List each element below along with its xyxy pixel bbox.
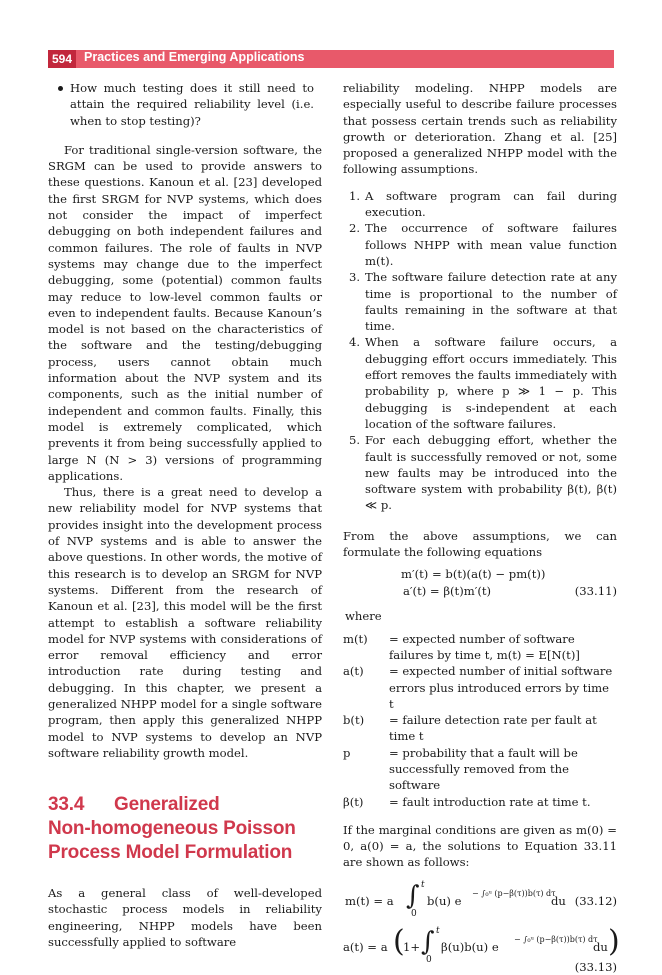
integral-sign-icon: ∫ (406, 880, 420, 911)
where-label: where (345, 609, 382, 624)
equation-33-12 (343, 879, 617, 919)
assumption-item: 2. The occurrence of software failures follows NHPP with mean value function m(t). (349, 221, 617, 268)
equation-33-13-lhs: a(t) = a (343, 939, 388, 954)
equation-33-11-line-1 (343, 566, 617, 583)
paragraph-motive: Thus, there is a great need to develop a new reliability model for NVP systems that provides insight into the development process of NVP systems and is able to answer the above questions. In other words, the motive of this research is to develop an SRGM for NVP systems. Different from the research of Kanoun et al. [23], this model will be the first attempt to establish a software reliability model for NVP systems with considerations of error removal efficiency and error introduction rate during testing and debugging. In this chapter, we present a generalized NHPP model for a single software program, then apply this generalized NHPP model to NVP systems to develop an NVP software reliability growth model. (48, 485, 322, 760)
definition-item: β(t) = fault introduction rate at time t. (343, 794, 591, 809)
paragraph-marginal-conditions: If the marginal conditions are given as m(0) = 0, a(0) = a, the solutions to Equation 33.11 are shown as follows: (343, 822, 617, 870)
equation-33-13-integrand: β(u)b(u) e (441, 939, 499, 954)
left-paren-icon: ( (393, 923, 405, 959)
running-header-title: Practices and Emerging Applications (84, 50, 305, 64)
assumption-item: 1. A software program can fail during execution. (349, 188, 617, 220)
equation-label-33-11: (33.11) (574, 584, 617, 599)
definition-list (343, 631, 617, 810)
paragraph-kanoun: For traditional single-version software, the SRGM can be used to provide answers to these questions. Kanoun et al. [23] developed the first SRGM for NVP systems, which does not consider the impact of imperfect debugging on both independent failures and common failures. The role of faults in NVP systems may change due to the imperfect debugging, some (potential) common faults may reduce to low-level common faults or even to independent faults. Because Kanoun’s model is not based on the characteristics of the software and the testing/debugging process, users cannot obtain much information about the NVP system and its components, such as the initial number of independent and common faults. Finally, this model is extremely complicated, which prevents it from being successfully applied to large N (N > 3) versions of programming applications. (48, 142, 322, 483)
equation-label-33-13: (33.13) (574, 959, 617, 974)
paragraph-nhpp-continued: reliability modeling. NHPP models are especially useful to describe failure processes that possess certain trends such as reliability growth or deterioration. Zhang et al. [25] proposed a generalized NHPP model with the following assumptions. (343, 81, 617, 177)
assumption-item: 4. When a software failure occurs, a debugging effort occurs immediately. This effort removes the faults immediately with probability p, where p ≫ 1 − p. This debugging is s-independent at each location of the software failures. (349, 335, 617, 431)
right-paren-icon: ) (608, 923, 620, 959)
section-heading (48, 793, 322, 865)
section-title-line-2: Non-homogeneous Poisson (48, 818, 296, 840)
equation-33-12-du: du (551, 893, 566, 908)
section-title-line-3: Process Model Formulation (48, 842, 293, 864)
equation-a-prime: a′(t) = β(t)m′(t) (403, 584, 492, 599)
section-number: 33.4 (48, 794, 85, 816)
assumption-item: 5. For each debugging effort, whether the fault is successfully removed or not, some new faults may be introduced into the software system with probability β(t), β(t) ≪ p. (349, 433, 617, 513)
paragraph-nhpp-intro: As a general class of well-developed stochastic process models in reliability engineering, NHPP models have been successfully applied to software (48, 886, 322, 950)
equation-33-12-lhs: m(t) = a (345, 893, 394, 908)
assumption-list (343, 188, 617, 514)
definition-item: p = probability that a fault will be successfully removed from the software (343, 745, 578, 793)
equation-33-13-du: du (593, 939, 608, 954)
integral-lower-limit: 0 (411, 908, 417, 919)
definition-item: b(t) = failure detection rate per fault at time t (343, 713, 597, 744)
equation-33-13 (343, 923, 620, 975)
bullet-item (48, 80, 322, 129)
bullet-icon (58, 86, 63, 91)
page-number: 594 (48, 50, 76, 68)
section-title-line-1: Generalized (114, 794, 220, 816)
equation-label-33-12: (33.12) (574, 893, 617, 908)
definition-item: m(t) = expected number of software failures by time t, m(t) = E[N(t)] (343, 631, 580, 662)
equation-33-11-line-2 (343, 583, 617, 600)
assumption-item: 3. The software failure detection rate at any time is proportional to the number of faults remaining in the software at that time. (349, 270, 617, 334)
bullet-text: How much testing does it still need to attain the required reliability level (i.e. when to stop testing)? (70, 81, 314, 128)
equation-33-12-exponent: − ∫₀ᵘ (p−β(τ))b(τ) dτ (472, 888, 556, 898)
integral-sign-icon: ∫ (421, 926, 435, 957)
equation-33-12-integrand: b(u) e (427, 893, 462, 908)
integral-upper-limit: t (436, 925, 440, 936)
paragraph-formulate: From the above assumptions, we can formulate the following equations (343, 528, 617, 560)
left-column (48, 80, 322, 950)
equation-33-13-exponent: − ∫₀ᵘ (p−β(τ))b(τ) dτ (514, 934, 598, 944)
equation-33-13-one: 1+ (403, 939, 421, 954)
equation-m-prime: m′(t) = b(t)(a(t) − pm(t)) (401, 567, 546, 582)
integral-upper-limit: t (421, 879, 425, 890)
integral-lower-limit: 0 (426, 954, 432, 965)
right-column (343, 80, 620, 975)
definition-item: a(t) = expected number of initial software errors plus introduced errors by time t (343, 664, 613, 711)
